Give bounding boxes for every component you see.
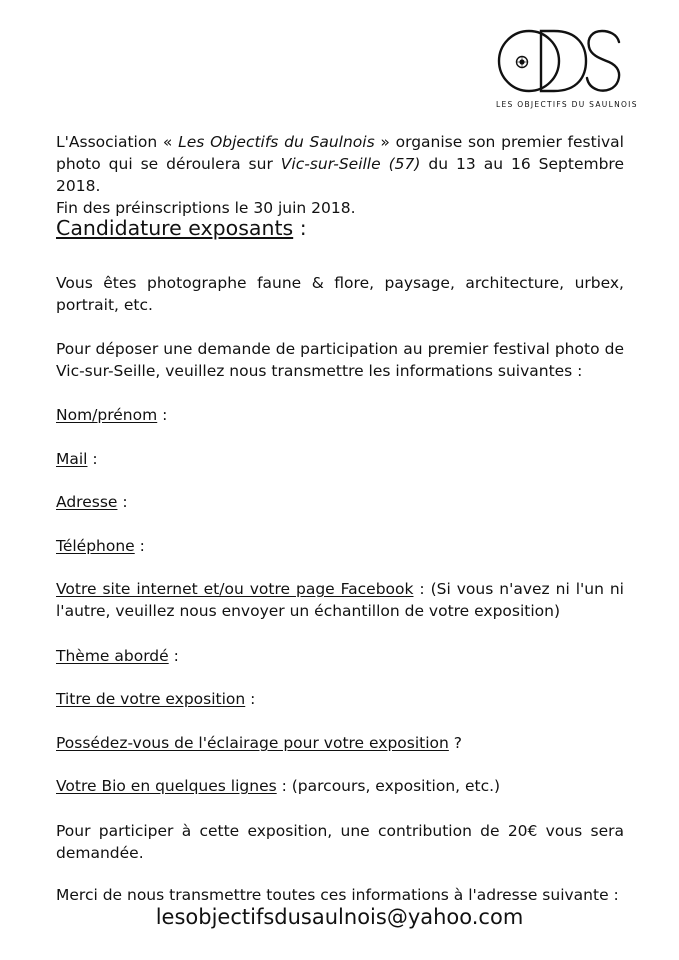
- field-title: [56, 688, 624, 710]
- field-theme: [56, 645, 624, 667]
- intro-text-3: du: [420, 155, 457, 173]
- contribution-paragraph: Pour participer à cette exposition, une contribution de 20€ vous sera demandée.: [56, 822, 624, 862]
- field-address-suffix: :: [117, 493, 128, 511]
- heading-suffix: :: [293, 216, 307, 240]
- field-website: [56, 578, 624, 622]
- field-name-label: Nom/prénom: [56, 406, 158, 424]
- field-mail-suffix: :: [87, 450, 98, 468]
- preregistration-deadline: Fin des préinscriptions le 30 juin 2018.: [56, 199, 356, 217]
- field-lighting-suffix: ?: [448, 734, 463, 752]
- association-name: Les Objectifs du Saulnois: [178, 133, 375, 151]
- field-phone-suffix: :: [134, 537, 145, 555]
- field-theme-suffix: :: [168, 647, 179, 665]
- field-website-suffix: : (Si vous n'avez ni l'un ni l'autre, veuillez nous envoyer un échantillon de votre exposition): [56, 580, 624, 620]
- field-address-label: Adresse: [56, 493, 118, 511]
- field-mail-label: Mail: [56, 450, 88, 468]
- festival-dates: 13 au 16 Septembre 2018: [56, 155, 624, 195]
- intro-text: [56, 131, 624, 197]
- field-lighting-label: Possédez-vous de l'éclairage pour votre exposition: [56, 734, 449, 752]
- field-bio: [56, 775, 624, 797]
- intro-text-1: L'Association «: [56, 133, 179, 151]
- field-name-suffix: :: [157, 406, 168, 424]
- logo-subtitle: LES OBJECTIFS DU SAULNOIS: [496, 100, 638, 109]
- field-mail: [56, 448, 624, 470]
- photographer-paragraph: Vous êtes photographe faune & flore, paysage, architecture, urbex, portrait, etc.: [56, 274, 624, 314]
- intro-paragraph: [56, 131, 624, 219]
- field-theme-label: Thème abordé: [56, 647, 169, 665]
- closing-paragraph: Merci de nous transmettre toutes ces informations à l'adresse suivante :: [56, 886, 619, 904]
- field-bio-suffix: : (parcours, exposition, etc.): [276, 777, 501, 795]
- field-lighting: [56, 732, 624, 754]
- field-phone: [56, 535, 624, 557]
- festival-location: Vic-sur-Seille (57): [280, 155, 421, 173]
- intro-text-2: » organise son premier festival photo qui se déroulera sur: [56, 133, 624, 173]
- field-name: [56, 404, 624, 426]
- field-title-label: Titre de votre exposition: [56, 690, 246, 708]
- field-address: [56, 491, 624, 513]
- request-paragraph: Pour déposer une demande de participation au premier festival photo de Vic-sur-Seille, veuillez nous transmettre les informations suivantes :: [56, 340, 624, 380]
- field-phone-label: Téléphone: [56, 537, 135, 555]
- heading-label: Candidature exposants: [56, 216, 294, 240]
- field-title-suffix: :: [245, 690, 256, 708]
- field-bio-label: Votre Bio en quelques lignes: [56, 777, 277, 795]
- contact-email: lesobjectifsdusaulnois@yahoo.com: [155, 905, 524, 929]
- field-website-label: Votre site internet et/ou votre page Facebook: [56, 580, 414, 598]
- section-heading: [56, 216, 307, 240]
- ods-logo-mark: [496, 28, 624, 100]
- ods-logo: [496, 28, 638, 114]
- intro-text-4: .: [95, 177, 101, 195]
